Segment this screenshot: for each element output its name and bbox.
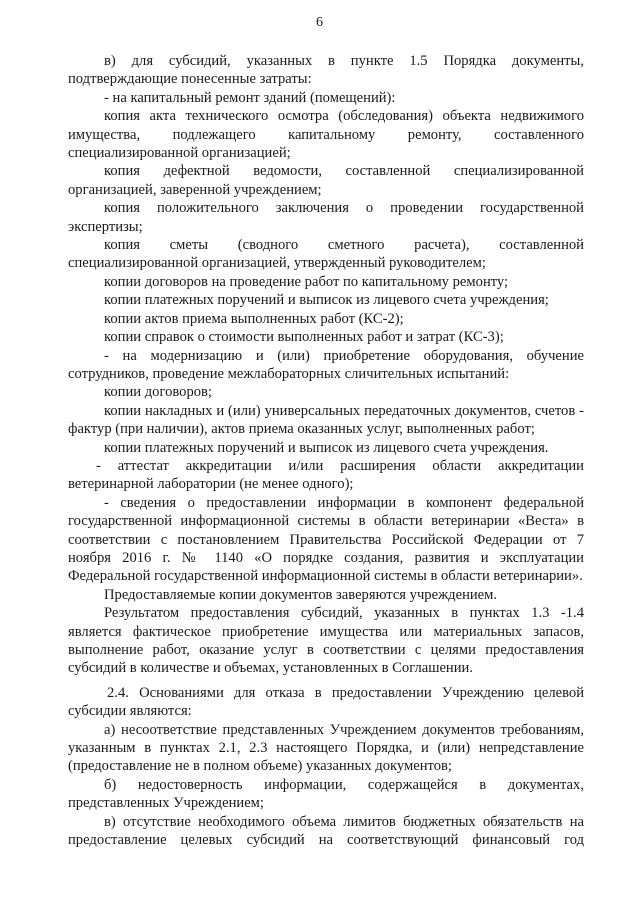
paragraph-contracts: копии договоров; — [104, 384, 212, 401]
paragraph-copies-certified: Предоставляемые копии документов заверяются учреждением. — [104, 586, 498, 603]
paragraph-refusal-a: а) несоответствие представленных Учреждением документов требованиям, указанным в пунктах 2.1, 2.3 настоящего Порядка, и (или) непредставление (предоставление не в полном объеме) указанных документов; — [68, 721, 584, 775]
paragraph-subsidy-result: Результатом предоставления субсидий, указанных в пунктах 1.3 -1.4 является фактическое приобретение имущества или материальных запасов, выполнение работ, оказание услуг в соответствии с целями предоставления субсидий в количестве и объемах, установленных в Соглашении. — [68, 605, 584, 677]
paragraph-refusal-b: б) недостоверность информации, содержащейся в документах, представленных Учреждением; — [68, 776, 584, 812]
paragraph-subsidy-1-5-documents: в) для субсидий, указанных в пункте 1.5 Порядка документы, подтверждающие понесенные затраты: — [68, 53, 584, 88]
paragraph-estimate-copy: копия сметы (сводного сметного расчета), составленной специализированной организацией, утвержденный руководителем; — [68, 237, 584, 272]
paragraph-payment-orders-2: копии платежных поручений и выписок из лицевого счета учреждения. — [104, 439, 549, 456]
paragraph-refusal-c: в) отсутствие необходимого объема лимитов бюджетных обязательств на предоставление целевых субсидий на соответствующий финансовый год — [68, 813, 584, 849]
paragraph-invoices: копии накладных и (или) универсальных передаточных документов, счетов - фактур (при наличии), актов приема оказанных услуг, выполненных работ; — [68, 402, 584, 438]
paragraph-vesta-info: - сведения о предоставлении информации в компонент федеральной государственной информационной системы в области ветеринарии «Веста» в соответствии с постановлением Правительства Российской Федерации от 7 ноября 2016 г. № 1140 «О порядке создания, развития и эксплуатации Федеральной государственной информационной системы в области ветеринарии». — [68, 494, 584, 585]
paragraph-repair-contracts: копии договоров на проведение работ по капитальному ремонту; — [104, 273, 509, 290]
paragraph-modernization: - на модернизацию и (или) приобретение оборудования, обучение сотрудников, проведение межлабораторных сличительных испытаний: — [68, 347, 584, 382]
paragraph-payment-orders: копии платежных поручений и выписок из лицевого счета учреждения; — [104, 292, 549, 309]
paragraph-inspection-act: копия акта технического осмотра (обследования) объекта недвижимого имущества, подлежащего капитальному ремонту, составленного специализированной организацией; — [68, 108, 584, 162]
paragraph-capital-repair: - на капитальный ремонт зданий (помещений): — [104, 89, 396, 106]
paragraph-refusal-grounds: 2.4. Основаниями для отказа в предоставлении Учреждению целевой субсидии являются: — [68, 684, 584, 720]
paragraph-ks2-acts: копии актов приема выполненных работ (КС-2); — [104, 310, 404, 327]
paragraph-accreditation: - аттестат аккредитации и/или расширения области аккредитации ветеринарной лаборатории (не менее одного); — [68, 457, 584, 493]
page-number: 6 — [316, 15, 323, 30]
paragraph-expertise-conclusion: копия положительного заключения о проведении государственной экспертизы; — [68, 200, 584, 235]
document-body — [68, 52, 584, 849]
paragraph-defect-statement: копия дефектной ведомости, составленной специализированной организацией, заверенной учреждением; — [68, 163, 584, 198]
paragraph-ks3-certificates: копии справок о стоимости выполненных работ и затрат (КС-3); — [104, 329, 504, 346]
